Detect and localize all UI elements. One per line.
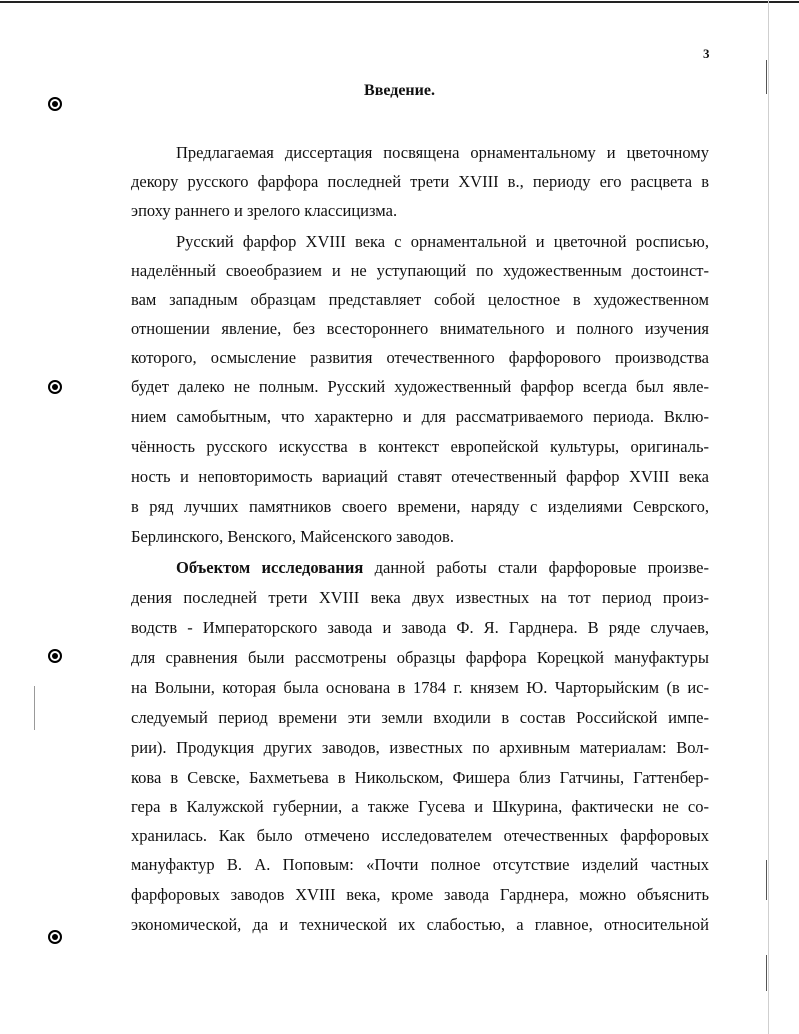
text-line: для сравнения были рассмотрены образцы фарфора Корецкой мануфактуры [131,648,709,667]
text-line: хранилась. Как было отмечено исследователем отечественных фарфоровых [131,826,709,845]
text-line: в ряд лучших памятников своего времени, наряду с изделиями Севрского, [131,497,709,516]
text-line: будет далеко не полным. Русский художественный фарфор всегда был явле- [131,377,709,396]
text-line: Предлагаемая диссертация посвящена орнаментальному и цветочному [176,143,709,162]
text-line: кова в Севске, Бахметьева в Никольском, Фишера близ Гатчины, Гаттенбер- [131,768,709,787]
scan-top-border [0,1,799,3]
text-line: декору русского фарфора последней трети XVIII в., периоду его расцвета в [131,172,709,191]
text-line: эпоху раннего и зрелого классицизма. [131,201,398,220]
text-line: Русский фарфор XVIII века с орнаментальной и цветочной росписью, [176,232,709,251]
binder-hole-icon [48,930,62,944]
text-line: гера в Калужской губернии, а также Гусева и Шкурина, фактически не со- [131,797,709,816]
scan-mark [34,686,35,730]
text-line: экономической, да и технической их слабостью, а главное, относительной [131,915,709,934]
text-line: которого, осмысление развития отечественного фарфорового производства [131,348,709,367]
text-line: на Волыни, которая была основана в 1784 г. князем Ю. Чарторыйским (в ис- [131,678,709,697]
text-line: отношении явление, без всестороннего внимательного и полного изучения [131,319,709,338]
text-line: чённость русского искусства в контекст европейской культуры, оригиналь- [131,437,709,456]
text-line: вам западным образцам представляет собой целостное в художественном [131,290,709,309]
binder-hole-icon [48,649,62,663]
scan-mark [766,860,767,900]
text-line: нием самобытным, что характерно и для рассматриваемого периода. Вклю- [131,407,709,426]
scan-right-edge [768,0,769,1034]
text-line: наделённый своеобразием и не уступающий по художественным достоинст- [131,261,709,280]
text-line: фарфоровых заводов XVIII века, кроме завода Гарднера, можно объяснить [131,885,709,904]
text-line: рии). Продукция других заводов, известных по архивным материалам: Вол- [131,738,709,757]
scan-mark [766,955,767,991]
page-number: 3 [703,46,710,61]
section-title: Введение. [364,82,435,99]
text-line: водств - Императорского завода и завода Ф. Я. Гарднера. В ряде случаев, [131,618,709,637]
text-line: Берлинского, Венского, Майсенского заводов. [131,527,454,546]
text-line: дения последней трети XVIII века двух известных на тот период произ- [131,588,709,607]
text-line: мануфактур В. А. Поповым: «Почти полное отсутствие изделий частных [131,855,709,874]
text-line: ность и неповторимость вариаций ставят отечественный фарфор XVIII века [131,467,709,486]
text-line: следуемый период времени эти земли входили в состав Российской импе- [131,708,709,727]
object-of-study-label: Объектом исследования [176,558,364,577]
text-line-rest: данной работы стали фарфоровые произве- [363,558,709,577]
text-line [176,553,709,582]
binder-hole-icon [48,380,62,394]
